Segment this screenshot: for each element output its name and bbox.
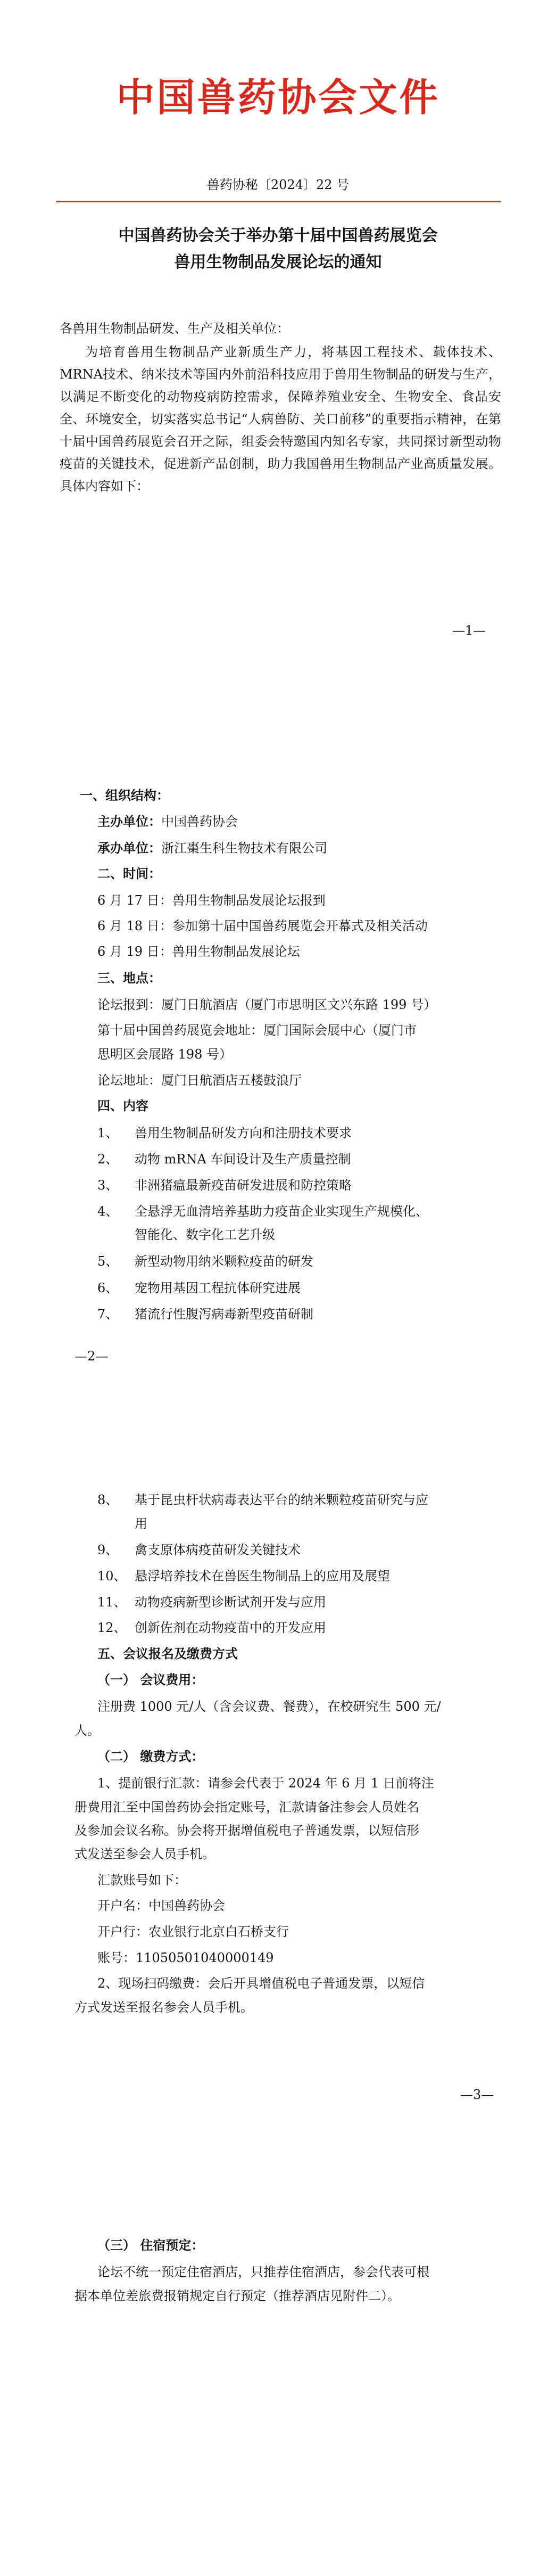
page-number-3: —3— — [460, 2087, 494, 2102]
section3-heading: 三、地点： — [97, 970, 161, 986]
document-header-title: 中国兽药协会文件 — [116, 75, 440, 120]
content-item-num: 1、 — [97, 1126, 119, 1141]
host-line — [97, 813, 238, 831]
account-heading: 汇款账号如下： — [97, 1873, 187, 1888]
content-item-num: 4、 — [97, 1204, 119, 1219]
host-label: 主办单位： — [97, 814, 161, 829]
hotel-heading: （三） 住宿预定： — [97, 2237, 204, 2253]
pay1-line4: 式发送至参会人员手机。 — [74, 1847, 215, 1861]
content-item-text-cont: 用 — [135, 1516, 147, 1531]
bank-name: 开户行：农业银行北京白石桥支行 — [97, 1924, 289, 1939]
notice-title-line2: 兽用生物制品发展论坛的通知 — [174, 253, 382, 272]
section4-heading: 四、内容 — [97, 1098, 148, 1113]
content-item-text: 禽支原体病疫苗研发关键技术 — [135, 1543, 301, 1557]
content-item-text: 宠物用基因工程抗体研究进展 — [135, 1281, 301, 1295]
fee-heading: （一） 会议费用： — [97, 1672, 204, 1687]
content-item-num: 5、 — [97, 1254, 119, 1269]
hotel-line2: 据本单位差旅费报销规定自行预定（推荐酒店见附件二）。 — [74, 2288, 400, 2303]
content-item-text: 动物 mRNA 车间设计及生产质量控制 — [135, 1152, 351, 1167]
content-item-text-cont: 智能化、数字化工艺升级 — [135, 1227, 275, 1242]
content-item-num: 8、 — [97, 1492, 119, 1507]
account-name: 开户名：中国兽药协会 — [97, 1898, 225, 1913]
content-item-text: 动物疫病新型诊断试剂开发与应用 — [135, 1595, 326, 1610]
organizer-label: 承办单位： — [97, 840, 161, 856]
document-number: 兽药协秘〔2024〕22 号 — [206, 177, 350, 192]
host-value: 中国兽药协会 — [161, 814, 238, 829]
content-item-num: 12、 — [97, 1620, 127, 1635]
page-number-1: —1— — [452, 623, 486, 638]
content-item-num: 3、 — [97, 1178, 119, 1193]
content-item-text: 猪流行性腹泻病毒新型疫苗研制 — [135, 1307, 313, 1322]
organizer-line — [97, 839, 327, 857]
expo-location-line1: 第十届中国兽药展览会地址：厦门国际会展中心（厦门市 — [97, 1023, 417, 1038]
section2-heading: 二、时间： — [97, 866, 161, 881]
content-item-text: 基于昆虫杆状病毒表达平台的纳米颗粒疫苗研究与应 — [135, 1492, 428, 1507]
content-item-num: 10、 — [97, 1569, 127, 1584]
content-item-num: 9、 — [97, 1543, 119, 1557]
content-item-num: 6、 — [97, 1281, 119, 1295]
content-item-num: 7、 — [97, 1307, 119, 1322]
pay2-line2: 方式发送至报名参会人员手机。 — [74, 2000, 253, 2015]
content-item-num: 2、 — [97, 1152, 119, 1167]
content-item-text: 新型动物用纳米颗粒疫苗的研发 — [135, 1254, 313, 1269]
time-item: 6 月 19 日：兽用生物制品发展论坛 — [97, 944, 300, 959]
account-number: 账号：11050501040000149 — [97, 1950, 274, 1965]
pay1-line3: 及参加会议名称。协会将开据增值税电子普通发票，以短信形 — [74, 1823, 419, 1838]
page-number-2: —2— — [74, 1349, 109, 1364]
intro-paragraph: 为培育兽用生物制品产业新质生产力，将基因工程技术、载体技术、MRNA技术、纳米技术等国内外前沿科技应用于兽用生物制品的研发与生产，以满足不断变化的动物疫病防控需求，保障养殖业安全、生物安全、食品安全、环境安全，切实落实总书记“人病兽防、关口前移”的重要指示精神，在第十届中国兽药展览会召开之际，组委会特邀国内知名专家，共同探讨新型动物疫苗的关键技术，促进新产品创制，助力我国兽用生物制品产业高质量发展。具体内容如下： — [60, 344, 501, 494]
fee-line2: 人。 — [74, 1723, 100, 1738]
hotel-line1: 论坛不统一预定住宿酒店，只推荐住宿酒店，参会代表可根 — [97, 2265, 429, 2279]
notice-title-line1: 中国兽药协会关于举办第十届中国兽药展览会 — [118, 226, 438, 245]
content-item-text: 全悬浮无血清培养基助力疫苗企业实现生产规模化、 — [135, 1204, 428, 1219]
fee-line1: 注册费 1000 元/人（含会议费、餐费），在校研究生 500 元/ — [97, 1699, 441, 1714]
pay-heading: （二） 缴费方式： — [97, 1749, 204, 1764]
expo-location-line2: 思明区会展路 198 号） — [97, 1047, 233, 1062]
forum-location: 论坛地址：厦门日航酒店五楼鼓浪厅 — [97, 1073, 302, 1088]
pay1-line1: 1、提前银行汇款：请参会代表于 2024 年 6 月 1 日前将注 — [97, 1776, 434, 1791]
section1-heading: 一、组织结构： — [80, 787, 169, 803]
salutation: 各兽用生物制品研发、生产及相关单位： — [60, 321, 289, 336]
time-item: 6 月 17 日：兽用生物制品发展论坛报到 — [97, 893, 326, 908]
content-item-text: 创新佐剂在动物疫苗中的开发应用 — [135, 1620, 326, 1635]
pay1-line2: 册费用汇至中国兽药协会指定账号，汇款请备注参会人员姓名 — [74, 1800, 419, 1815]
content-item-text: 非洲猪瘟最新疫苗研发进展和防控策略 — [135, 1178, 352, 1193]
time-item: 6 月 18 日：参加第十届中国兽药展览会开幕式及相关活动 — [97, 918, 428, 933]
content-item-num: 11、 — [97, 1595, 127, 1610]
content-item-text: 兽用生物制品研发方向和注册技术要求 — [135, 1126, 352, 1141]
red-divider — [56, 201, 501, 202]
organizer-value: 浙江棗生科生物技术有限公司 — [161, 841, 327, 856]
checkin-location: 论坛报到：厦门日航酒店（厦门市思明区文兴东路 199 号） — [97, 997, 437, 1012]
content-item-text: 悬浮培养技术在兽医生物制品上的应用及展望 — [135, 1569, 390, 1584]
pay2-line1: 2、现场扫码缴费：会后开具增值税电子普通发票，以短信 — [97, 1976, 425, 1991]
section5-heading: 五、会议报名及缴费方式 — [97, 1646, 238, 1661]
